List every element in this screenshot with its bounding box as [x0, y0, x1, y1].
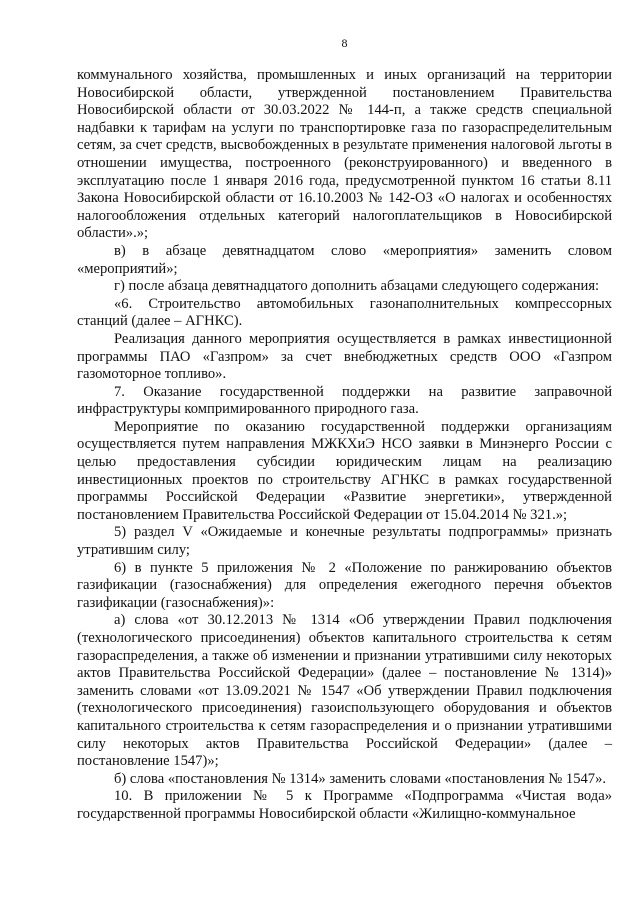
paragraph-item-5: 5) раздел V «Ожидаемые и конечные результаты подпрограммы» признать утратившим силу;: [77, 524, 612, 559]
paragraph-item-b: б) слова «постановления № 1314» заменить словами «постановления № 1547».: [114, 770, 607, 787]
page-number: 8: [341, 36, 348, 50]
paragraph-item-6: «6. Строительство автомобильных газонаполнительных компрессорных станций (далее – АГНКС).: [77, 295, 612, 330]
paragraph-item-6-description: Реализация данного мероприятия осуществляется в рамках инвестиционной программы ПАО «Газпром» за счет внебюджетных средств ООО «Газпром газомоторное топливо».: [77, 330, 612, 383]
paragraph-continuation: коммунального хозяйства, промышленных и иных организаций на территории Новосибирской области, утвержденной постановлением Правительства Новосибирской области от 30.03.2022 № 144-п, а также средств специальной надбавки к тарифам на услуги по транспортировке газа по газораспределительным сетям, за счет средств, высвобожденных в результате применения налоговой льготы в отношении имущества, построенного (реконструированного) и введенного в эксплуатацию после 1 января 2016 года, предусмотренной пунктом 16 статьи 8.11 Закона Новосибирской области от 16.10.2003 № 142-ОЗ «О налогах и особенностях налогообложения отдельных категорий налогоплательщиков в Новосибирской области».»;: [77, 67, 612, 242]
paragraph-item-v: в) в абзаце девятнадцатом слово «мероприятия» заменить словом «мероприятий»;: [77, 242, 612, 277]
paragraph-item-10: 10. В приложении № 5 к Программе «Подпрограмма «Чистая вода» государственной программы Новосибирской области «Жилищно-коммунальное: [77, 788, 612, 822]
paragraph-item-7: 7. Оказание государственной поддержки на развитие заправочной инфраструктуры компримированного природного газа.: [77, 383, 612, 418]
paragraph-item-g: г) после абзаца девятнадцатого дополнить абзацами следующего содержания:: [114, 278, 600, 295]
paragraph-item-a: а) слова «от 30.12.2013 № 1314 «Об утверждении Правил подключения (технологического присоединения) объектов капитального строительства к сетям газораспределения, а также об изменении и признании утратившими силу некоторых актов Правительства Российской Федерации» (далее – постановление № 1314)» заменить словами «от 13.09.2021 № 1547 «Об утверждении Правил подключения (технологического присоединения) газоиспользующего оборудования и объектов капитального строительства к сетям газораспределения и о признании утратившими силу некоторых актов Правительства Российской Федерации» (далее – постановление 1547)»;: [77, 612, 612, 770]
paragraph-item-6-appendix: 6) в пункте 5 приложения № 2 «Положение по ранжированию объектов газификации (газоснабжения) для определения ежегодного перечня объектов газификации (газоснабжения)»:: [77, 559, 612, 611]
paragraph-item-7-description: Мероприятие по оказанию государственной поддержки организациям осуществляется путем направления МЖКХиЭ НСО заявки в Минэнерго России с целью предоставления субсидии юридическим лицам на реализацию инвестиционных проектов по строительству АГНКС в рамках государственной программы Российской Федерации «Развитие энергетики», утвержденной постановлением Правительства Российской Федерации от 15.04.2014 № 321.»;: [77, 418, 612, 523]
